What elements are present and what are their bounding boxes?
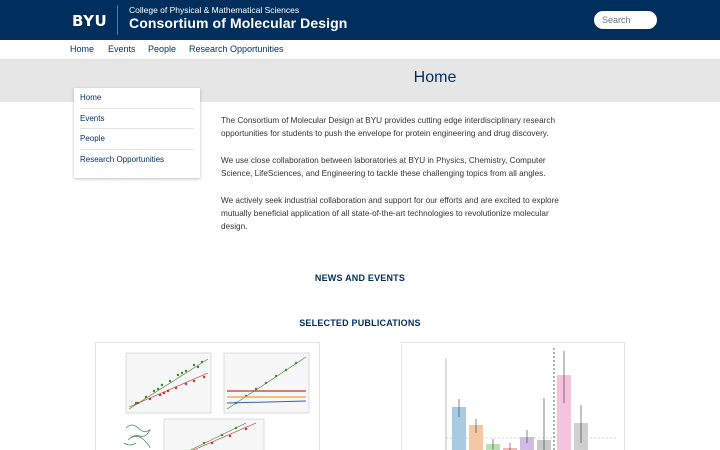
nav-item-people[interactable]: People: [148, 44, 177, 54]
main-content: [221, 114, 559, 247]
search-input[interactable]: [594, 11, 657, 29]
college-name[interactable]: College of Physical & Mathematical Sciences: [129, 5, 300, 15]
side-menu-item-home[interactable]: Home: [80, 88, 194, 109]
main-nav: [0, 40, 720, 60]
nav-item-home[interactable]: Home: [70, 44, 95, 54]
byu-logo[interactable]: BYU: [72, 12, 108, 30]
industry-paragraph: We actively seek industrial collaboration and support for our efforts and are excited to explore mutually beneficial application of all state-of-the-art technologies to revolutionize molecular design.: [221, 196, 559, 231]
publication-figure-2[interactable]: [401, 342, 625, 450]
side-menu: [74, 88, 200, 178]
logo-divider: [117, 5, 118, 35]
nav-item-events[interactable]: Events: [108, 44, 136, 54]
publication-figure-1[interactable]: [95, 342, 320, 450]
side-menu-item-events[interactable]: Events: [80, 109, 194, 130]
side-menu-item-research-opportunities[interactable]: Research Opportunities: [80, 154, 165, 164]
page-title: Home: [413, 69, 457, 86]
side-menu-item-people[interactable]: People: [80, 129, 194, 150]
site-header: [0, 0, 720, 40]
nav-item-research-opportunities[interactable]: Research Opportunities: [189, 44, 284, 54]
collaboration-paragraph: We use close collaboration between laboratories at BYU in Physics, Chemistry, Computer Science, LifeSciences, and Engineering to tackle these challenging topics from all angles.: [221, 156, 546, 178]
intro-paragraph: The Consortium of Molecular Design at BYU provides cutting edge interdisciplinary research opportunities for students to push the envelope for protein engineering and drug discovery.: [221, 116, 556, 138]
publication-figure-2-image: [402, 343, 625, 450]
selected-publications-heading: SELECTED PUBLICATIONS: [299, 318, 421, 328]
news-events-heading: NEWS AND EVENTS: [314, 273, 406, 283]
site-title[interactable]: Consortium of Molecular Design: [129, 15, 348, 31]
publication-figure-1-image: [96, 343, 320, 450]
